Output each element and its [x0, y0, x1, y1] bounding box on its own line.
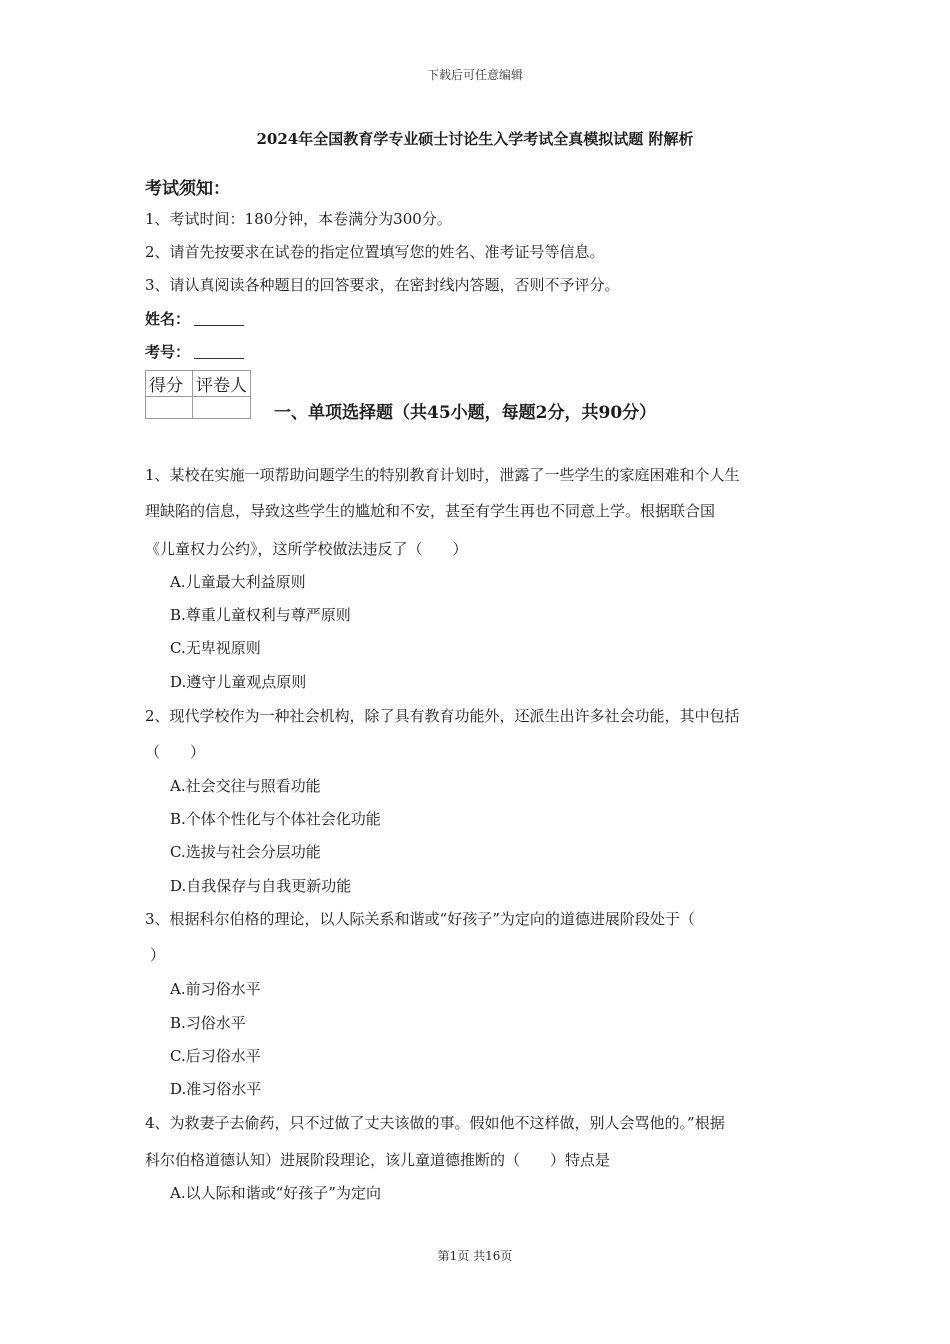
- question-2-option-d[interactable]: D.自我保存与自我更新功能: [170, 877, 352, 895]
- score-header: 得分: [146, 371, 193, 397]
- grader-cell[interactable]: [193, 397, 251, 419]
- question-1-option-b[interactable]: B.尊重儿童权利与尊严原则: [170, 606, 351, 624]
- exam-id-blank[interactable]: [194, 344, 244, 359]
- question-2-option-a[interactable]: A.社会交往与照看功能: [170, 777, 321, 795]
- notice-heading: 考试须知：: [145, 179, 230, 199]
- question-4-line-1: 4、为救妻子去偷药，只不过做了丈夫该做的事。假如他不这样做，别人会骂他的。”根据: [145, 1114, 725, 1132]
- score-table: [145, 370, 251, 419]
- exam-id-field: [145, 341, 244, 362]
- question-1-option-d[interactable]: D.遵守儿童观点原则: [170, 673, 307, 691]
- score-cell[interactable]: [146, 397, 193, 419]
- question-2-line-1: 2、现代学校作为一种社会机构，除了具有教育功能外，还派生出许多社会功能，其中包括: [145, 707, 740, 725]
- question-1-option-c[interactable]: C.无卑视原则: [170, 639, 261, 657]
- question-1-line-2: 理缺陷的信息，导致这些学生的尴尬和不安，甚至有学生再也不同意上学。根据联合国: [145, 502, 716, 520]
- question-3-line-1: 3、根据科尔伯格的理论，以人际关系和谐或“好孩子”为定向的道德进展阶段处于（: [145, 910, 695, 928]
- page-footer: 第1页 共16页: [437, 1249, 513, 1263]
- document-title: 2024年全国教育学专业硕士讨论生入学考试全真模拟试题 附解析: [256, 130, 694, 148]
- question-4-line-2: 科尔伯格道德认知）进展阶段理论，该儿童道德推断的（ ）特点是: [145, 1151, 611, 1169]
- question-3-option-c[interactable]: C.后习俗水平: [170, 1047, 261, 1065]
- question-4-option-a[interactable]: A.以人际和谐或“好孩子”为定向: [170, 1184, 381, 1202]
- question-1-line-1: 1、某校在实施一项帮助问题学生的特别教育计划时，泄露了一些学生的家庭困难和个人生: [145, 466, 740, 484]
- question-3-line-2: ）: [150, 946, 166, 964]
- notice-item: 1、考试时间：180分钟，本卷满分为300分。: [145, 210, 452, 228]
- question-2-line-2: （ ）: [145, 743, 206, 761]
- name-label: 姓名：: [145, 310, 191, 328]
- question-3-option-d[interactable]: D.准习俗水平: [170, 1080, 262, 1098]
- question-2-option-b[interactable]: B.个体个性化与个体社会化功能: [170, 810, 381, 828]
- question-3-option-b[interactable]: B.习俗水平: [170, 1014, 246, 1032]
- section-title: 一、单项选择题（共45小题，每题2分，共90分）: [274, 403, 657, 423]
- name-blank[interactable]: [194, 311, 244, 326]
- name-field: [145, 308, 244, 329]
- notice-item: 2、请首先按要求在试卷的指定位置填写您的姓名、准考证号等信息。: [145, 243, 605, 261]
- header-note: 下载后可任意编辑: [426, 68, 523, 82]
- question-3-option-a[interactable]: A.前习俗水平: [170, 980, 261, 998]
- notice-item: 3、请认真阅读各种题目的回答要求，在密封线内答题，否则不予评分。: [145, 276, 620, 294]
- question-1-line-3: 《儿童权力公约》，这所学校做法违反了（ ）: [145, 540, 468, 558]
- grader-header: 评卷人: [193, 371, 251, 397]
- question-1-option-a[interactable]: A.儿童最大利益原则: [170, 573, 306, 591]
- question-2-option-c[interactable]: C.选拔与社会分层功能: [170, 843, 321, 861]
- exam-id-label: 考号：: [145, 343, 191, 361]
